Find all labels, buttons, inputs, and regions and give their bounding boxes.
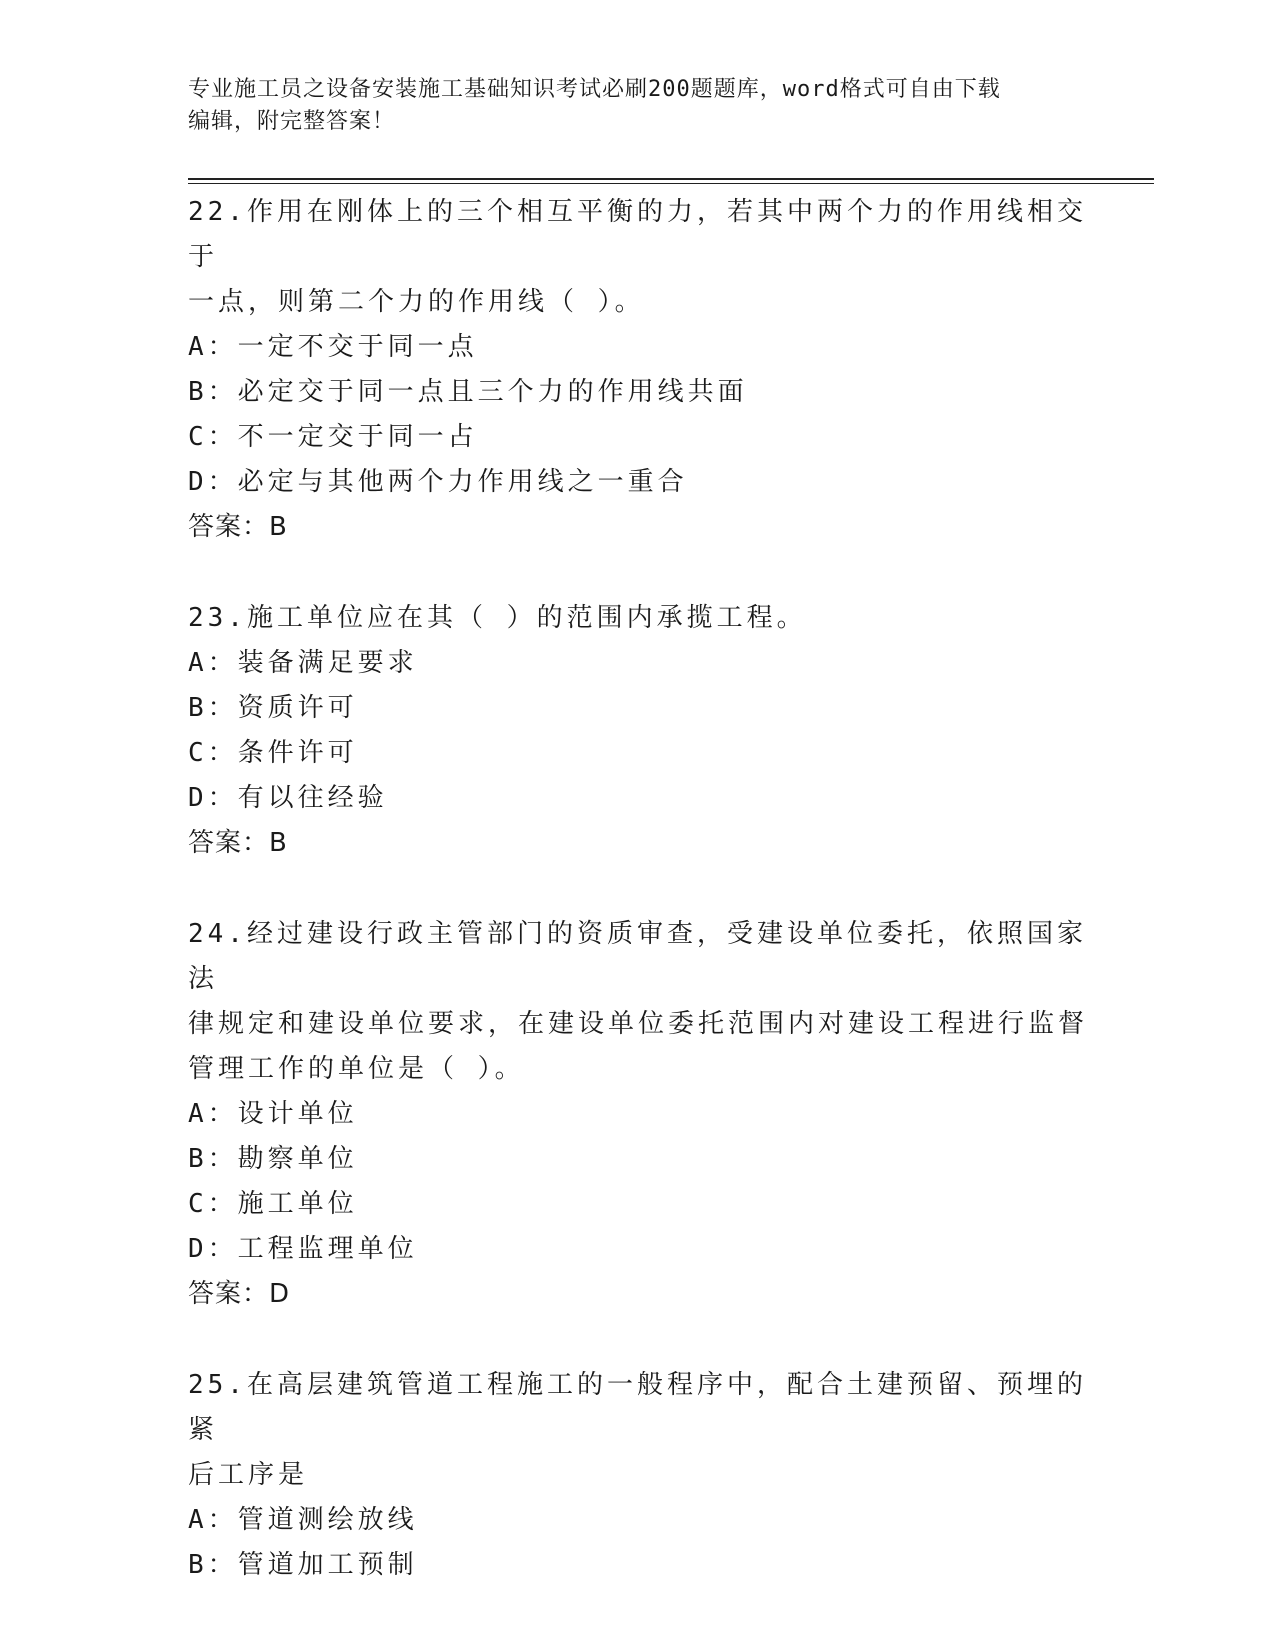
option-a: A：设计单位 — [188, 1099, 358, 1129]
answer-line: 答案：B — [188, 512, 288, 542]
question-stem-line: 后工序是 — [188, 1460, 309, 1490]
option-c: C：条件许可 — [188, 738, 358, 768]
option-b: B：资质许可 — [188, 693, 358, 723]
question-stem-line: 23.施工单位应在其（ ）的范围内承揽工程。 — [188, 603, 807, 633]
option-d: D：有以往经验 — [188, 783, 388, 813]
option-d: D：必定与其他两个力作用线之一重合 — [188, 467, 688, 497]
question-stem-line: 24.经过建设行政主管部门的资质审查，受建设单位委托，依照国家法 — [188, 919, 1087, 994]
option-a: A：装备满足要求 — [188, 648, 418, 678]
question-stem-line: 25.在高层建筑管道工程施工的一般程序中，配合土建预留、预埋的紧 — [188, 1370, 1087, 1445]
answer-line: 答案：D — [188, 1279, 291, 1309]
answer-line: 答案：B — [188, 828, 288, 858]
question-stem-line: 一点，则第二个力的作用线（ ）。 — [188, 287, 645, 317]
option-b: B：勘察单位 — [188, 1144, 358, 1174]
question-23 — [188, 596, 1088, 866]
option-d: D：工程监理单位 — [188, 1234, 418, 1264]
option-c: C：不一定交于同一占 — [188, 422, 478, 452]
option-a: A：管道测绘放线 — [188, 1505, 418, 1535]
header-divider-thin — [188, 183, 1154, 184]
header-title-line-1: 专业施工员之设备安装施工基础知识考试必刷200题题库，word格式可自由下载 — [188, 77, 1001, 102]
question-stem-line: 律规定和建设单位要求，在建设单位委托范围内对建设工程进行监督 — [188, 1009, 1089, 1039]
question-22 — [188, 190, 1088, 550]
option-a: A：一定不交于同一点 — [188, 332, 478, 362]
header-divider-thick — [188, 178, 1154, 180]
header-title-line-2: 编辑，附完整答案！ — [188, 109, 396, 134]
option-b: B：管道加工预制 — [188, 1550, 418, 1580]
question-list — [188, 190, 1088, 1634]
question-24 — [188, 912, 1088, 1317]
document-header — [188, 74, 1088, 138]
question-stem-line: 管理工作的单位是（ ）。 — [188, 1054, 525, 1084]
question-stem-line: 22.作用在刚体上的三个相互平衡的力，若其中两个力的作用线相交于 — [188, 197, 1087, 272]
question-25 — [188, 1363, 1088, 1588]
option-b: B：必定交于同一点且三个力的作用线共面 — [188, 377, 748, 407]
option-c: C：施工单位 — [188, 1189, 358, 1219]
